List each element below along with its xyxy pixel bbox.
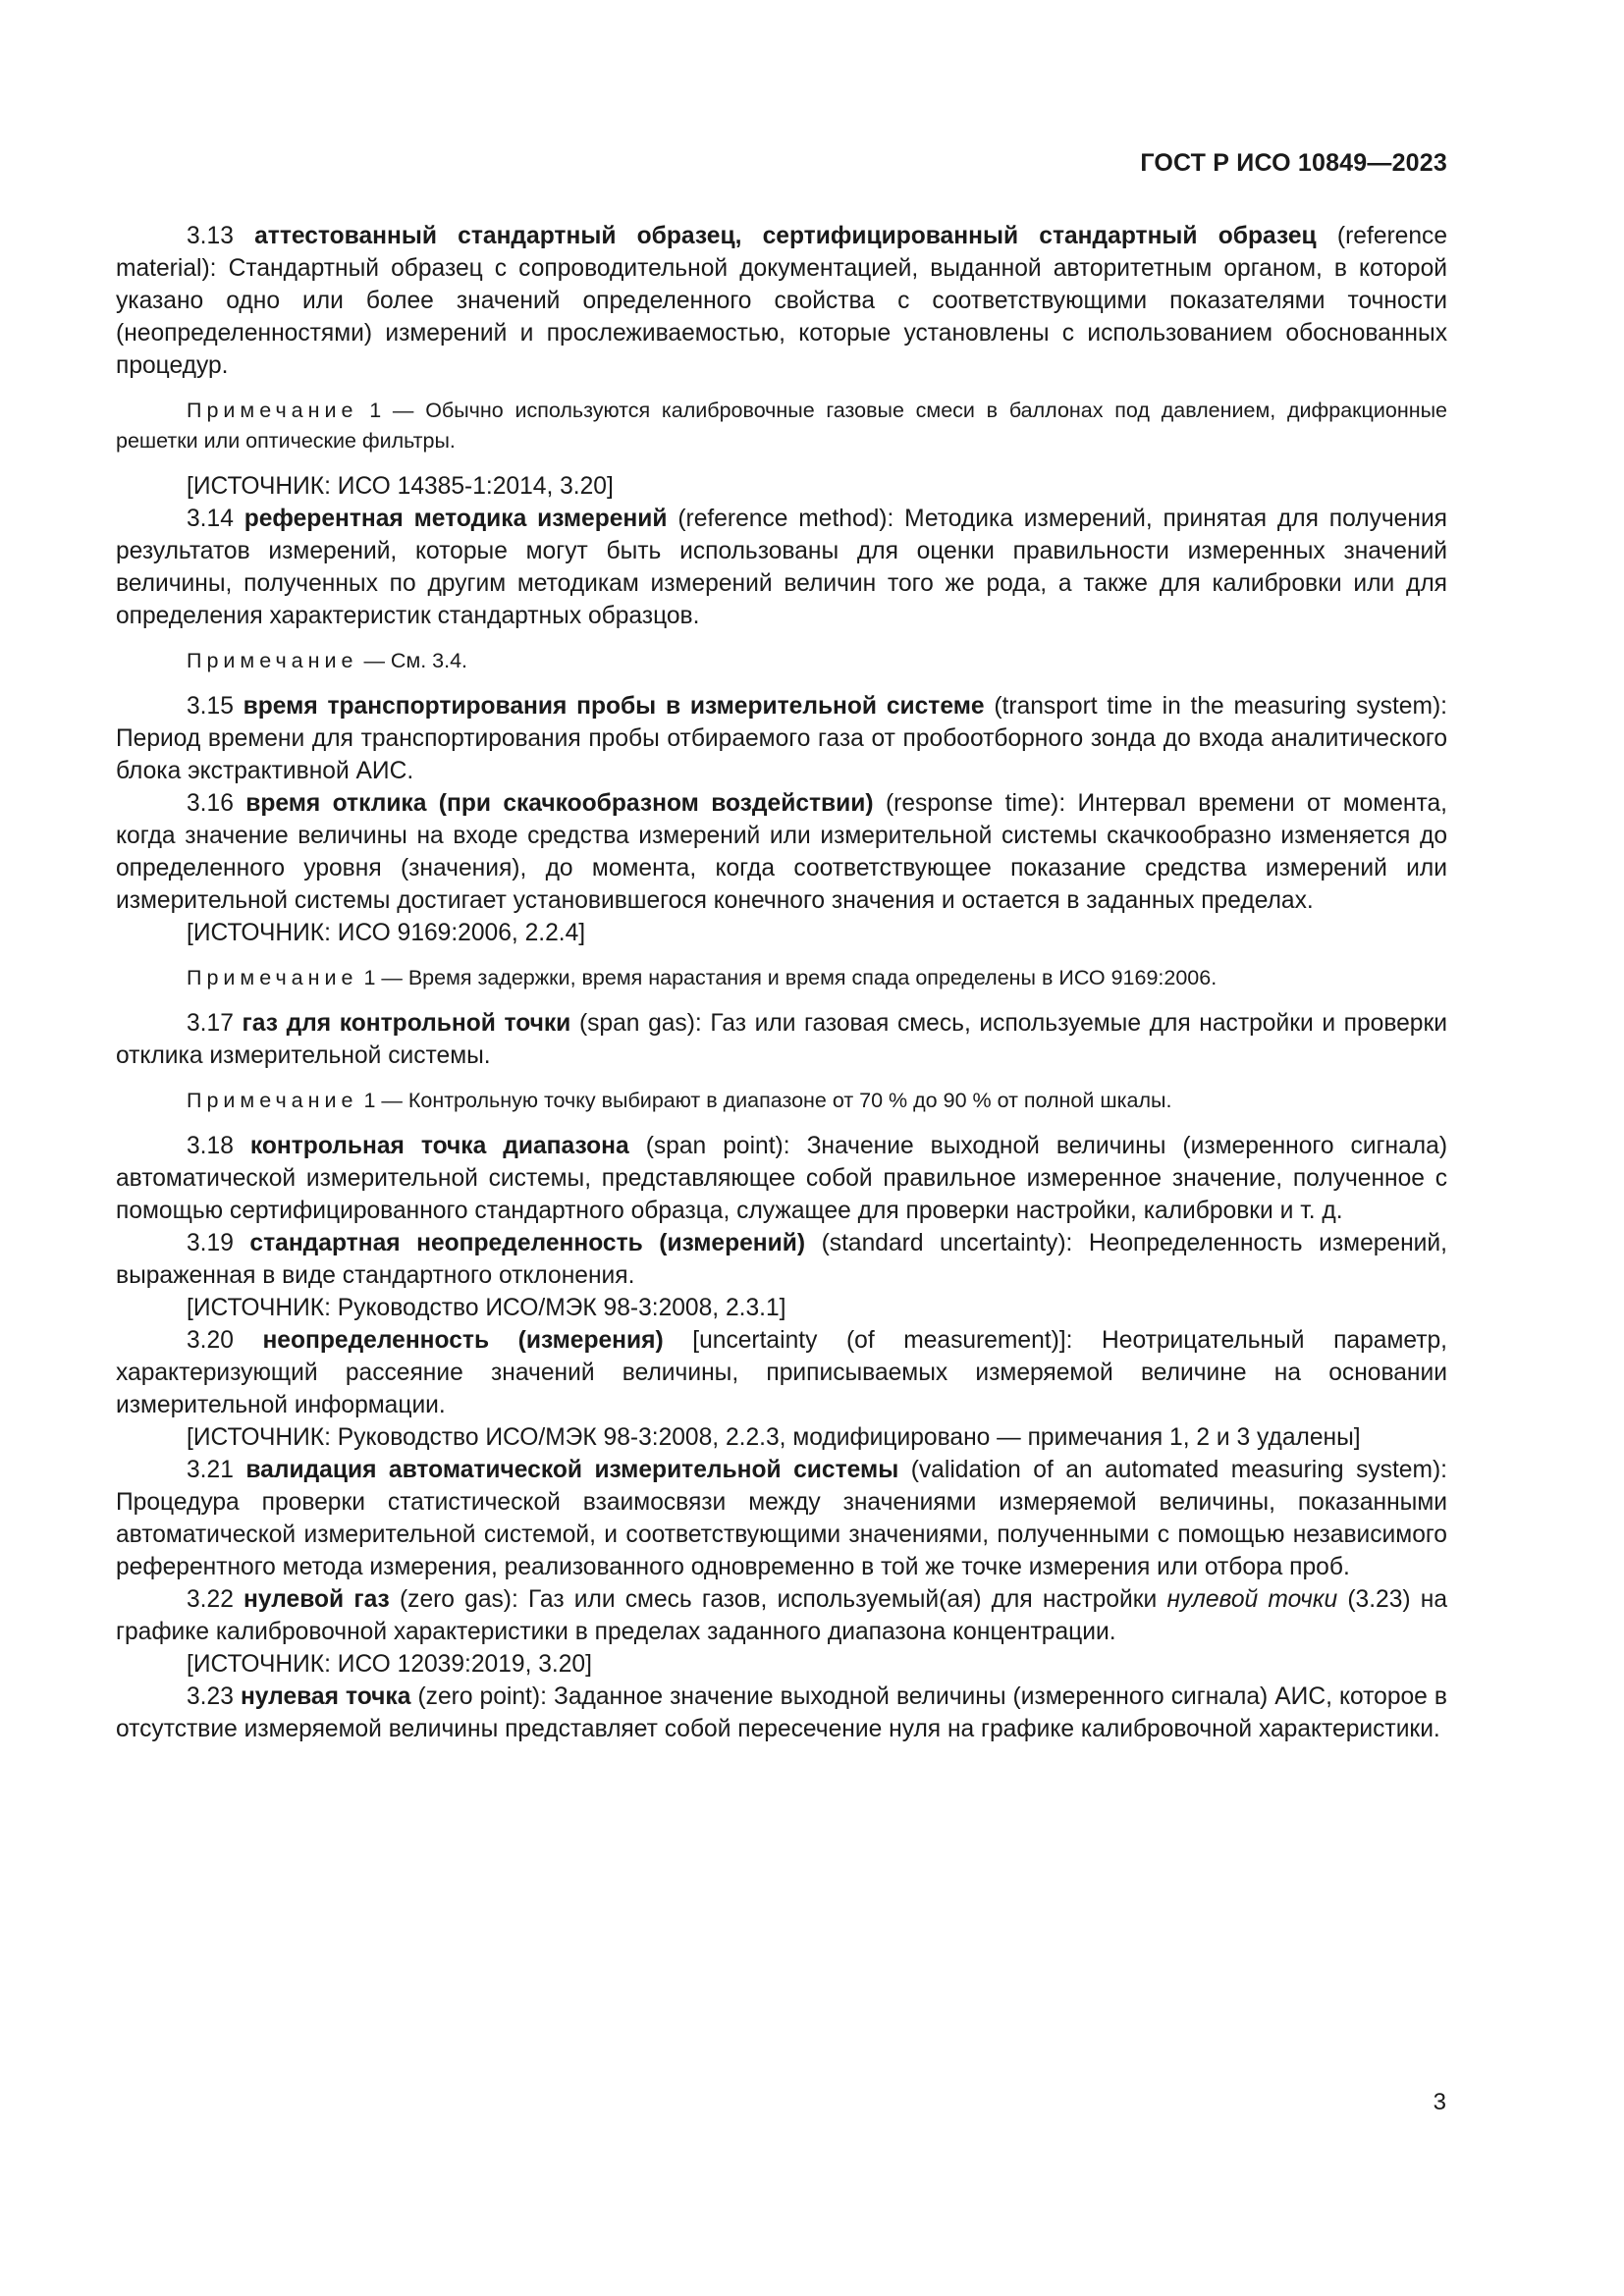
term-number: 3.20: [187, 1327, 234, 1354]
term-entry-3-22: [116, 1583, 1447, 1648]
source-3-16: [ИСТОЧНИК: ИСО 9169:2006, 2.2.4]: [187, 920, 586, 946]
term-entry-3-16: [116, 787, 1447, 917]
term-definition: (reference method): Методика измерений, принятая для получения результатов измерений, которые могут быть использованы для оценки правильности измеренных значений величины, полученных по другим методикам измерений величин того же рода, а также для калибровки или для определения характеристик стандартных образцов.: [116, 506, 1447, 629]
term-entry-3-19: [116, 1227, 1447, 1292]
term-definition: (response time): Интервал времени от момента, когда значение величины на входе средства измерений или измерительной системы скачкообразно изменяется до определенного уровня (значения), до момента, когда соответствующее показание средства измерений или измерительной системы достигает установившегося конечного значения и остается в заданных пределах.: [116, 790, 1447, 914]
note-text: 1 — Время задержки, время нарастания и время спада определены в ИСО 9169:2006.: [363, 966, 1218, 989]
source-3-20: [ИСТОЧНИК: Руководство ИСО/МЭК 98-3:2008, 2.2.3, модифицировано — примечания 1, 2 и 3 удалены]: [187, 1424, 1361, 1451]
note-3-13: [116, 396, 1447, 456]
document-header: ГОСТ Р ИСО 10849—2023: [1140, 149, 1447, 177]
term-number: 3.18: [187, 1133, 234, 1159]
term-title: референтная методика измерений: [244, 506, 668, 532]
document-body: [116, 220, 1447, 1745]
term-title: стандартная неопределенность (измерений): [249, 1230, 806, 1256]
source-3-13: [ИСТОЧНИК: ИСО 14385-1:2014, 3.20]: [187, 473, 614, 500]
term-entry-3-21: [116, 1454, 1447, 1583]
term-entry-3-20: [116, 1324, 1447, 1421]
term-number: 3.23: [187, 1683, 234, 1710]
term-definition: [uncertainty (of measurement)]: Неотрицательный параметр, характеризующий рассеяние значений величины, приписываемых измеряемой величине на основании измерительной информации.: [116, 1327, 1447, 1418]
term-definition-part-a: (zero gas): Газ или смесь газов, используемый(ая) для настройки: [399, 1586, 1158, 1613]
term-title: контрольная точка диапазона: [249, 1133, 629, 1159]
note-label: Примечание: [187, 966, 358, 989]
term-title: газ для контрольной точки: [242, 1010, 571, 1037]
term-number: 3.22: [187, 1586, 234, 1613]
note-3-14: [116, 646, 1447, 676]
term-entry-3-23: [116, 1681, 1447, 1745]
term-title: нулевая точка: [240, 1683, 411, 1710]
note-label: Примечание: [187, 1089, 358, 1112]
note-label: Примечание: [187, 399, 358, 422]
term-definition: (zero point): Заданное значение выходной величины (измеренного сигнала) АИС, которое в отсутствие измеряемой величины представляет собой пересечение нуля на графике калибровочной характеристики.: [116, 1683, 1447, 1742]
term-definition: (standard uncertainty): Неопределенность измерений, выраженная в виде стандартного отклонения.: [116, 1230, 1447, 1289]
term-entry-3-15: [116, 690, 1447, 787]
note-text: 1 — Обычно используются калибровочные газовые смеси в баллонах под давлением, дифракционные решетки или оптические фильтры.: [116, 399, 1447, 453]
note-text: — См. 3.4.: [363, 649, 468, 672]
term-entry-3-17: [116, 1007, 1447, 1072]
term-entry-3-13: [116, 220, 1447, 382]
term-number: 3.13: [187, 223, 234, 249]
note-text: 1 — Контрольную точку выбирают в диапазоне от 70 % до 90 % от полной шкалы.: [363, 1089, 1172, 1112]
term-number: 3.15: [187, 693, 234, 720]
note-label: Примечание: [187, 649, 358, 672]
term-reference-link: нулевой точки: [1166, 1586, 1338, 1613]
note-3-17: [116, 1086, 1447, 1116]
note-3-16: [116, 963, 1447, 993]
page-number: 3: [1433, 2089, 1446, 2115]
source-3-22: [ИСТОЧНИК: ИСО 12039:2019, 3.20]: [187, 1651, 592, 1678]
term-definition: (validation of an automated measuring system): Процедура проверки статистической взаимосвязи между значениями измеряемой величины, показанными автоматической измерительной системой, и соответствующими значениями, полученными с помощью независимого референтного метода измерения, реализованного одновременно в той же точке измерения или отбора проб.: [116, 1457, 1447, 1580]
term-title: неопределенность (измерения): [262, 1327, 664, 1354]
term-title: время отклика (при скачкообразном воздействии): [245, 790, 874, 817]
term-title: аттестованный стандартный образец, сертифицированный стандартный образец: [254, 223, 1317, 249]
term-number: 3.21: [187, 1457, 234, 1483]
term-definition-part-b: (3.23) на графике калибровочной характеристики в пределах заданного диапазона концентрации.: [116, 1586, 1447, 1645]
term-definition: (reference material): Стандартный образец с сопроводительной документацией, выданной авторитетным органом, в которой указано одно или более значений определенного свойства с соответствующими показателями точности (неопределенностями) измерений и прослеживаемостью, которые установлены с использованием обоснованных процедур.: [116, 223, 1448, 379]
term-definition: (span gas): Газ или газовая смесь, используемые для настройки и проверки отклика измерительной системы.: [116, 1010, 1447, 1069]
term-title: нулевой газ: [244, 1586, 390, 1613]
term-number: 3.17: [187, 1010, 234, 1037]
term-definition: (transport time in the measuring system): Период времени для транспортирования пробы отбираемого газа от пробоотборного зонда до входа аналитического блока экстрактивной АИС.: [116, 693, 1447, 784]
term-title: валидация автоматической измерительной системы: [245, 1457, 899, 1483]
term-number: 3.14: [187, 506, 234, 532]
term-number: 3.19: [187, 1230, 234, 1256]
term-entry-3-18: [116, 1130, 1447, 1227]
term-entry-3-14: [116, 503, 1447, 632]
term-definition: (span point): Значение выходной величины (измеренного сигнала) автоматической измерительной системы, представляющее собой правильное измеренное значение, полученное с помощью сертифицированного стандартного образца, служащее для проверки настройки, калибровки и т. д.: [116, 1133, 1448, 1224]
term-number: 3.16: [187, 790, 234, 817]
source-3-19: [ИСТОЧНИК: Руководство ИСО/МЭК 98-3:2008, 2.3.1]: [187, 1295, 786, 1321]
term-title: время транспортирования пробы в измерительной системе: [243, 693, 985, 720]
